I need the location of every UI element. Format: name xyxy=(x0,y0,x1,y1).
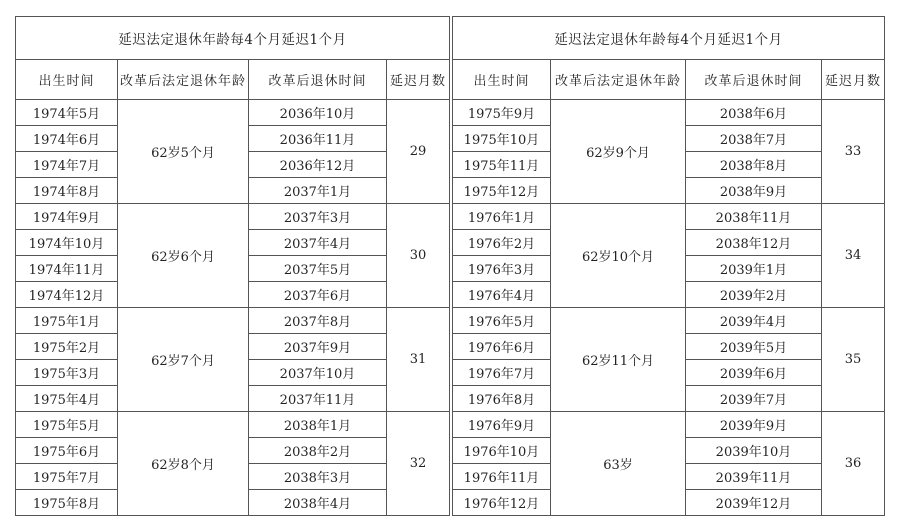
birth-cell: 1975年7月 xyxy=(16,464,118,490)
birth-cell: 1976年4月 xyxy=(453,282,551,308)
table-row xyxy=(453,204,885,230)
birth-cell: 1975年11月 xyxy=(453,152,551,178)
delay-cell: 33 xyxy=(822,100,885,204)
table-title: 延迟法定退休年龄每4个月延迟1个月 xyxy=(16,17,450,60)
delay-cell: 30 xyxy=(387,204,450,308)
retire-cell: 2036年10月 xyxy=(249,100,387,126)
age-cell: 62岁6个月 xyxy=(118,204,249,308)
table-title: 延迟法定退休年龄每4个月延迟1个月 xyxy=(453,17,885,60)
retire-cell: 2039年5月 xyxy=(686,334,822,360)
delay-cell: 31 xyxy=(387,308,450,412)
table-row xyxy=(16,204,450,230)
retire-cell: 2037年9月 xyxy=(249,334,387,360)
retire-cell: 2038年8月 xyxy=(686,152,822,178)
birth-cell: 1975年8月 xyxy=(16,490,118,516)
birth-cell: 1974年6月 xyxy=(16,126,118,152)
retire-cell: 2038年6月 xyxy=(686,100,822,126)
birth-cell: 1976年12月 xyxy=(453,490,551,516)
header-retirement-age: 改革后法定退休年龄 xyxy=(118,60,249,100)
birth-cell: 1974年5月 xyxy=(16,100,118,126)
birth-cell: 1975年1月 xyxy=(16,308,118,334)
age-cell: 62岁5个月 xyxy=(118,100,249,204)
header-retirement-date: 改革后退休时间 xyxy=(686,60,822,100)
retire-cell: 2039年11月 xyxy=(686,464,822,490)
retire-cell: 2037年10月 xyxy=(249,360,387,386)
table-row xyxy=(453,308,885,334)
retire-cell: 2038年7月 xyxy=(686,126,822,152)
retire-cell: 2038年12月 xyxy=(686,230,822,256)
retire-cell: 2038年4月 xyxy=(249,490,387,516)
birth-cell: 1975年6月 xyxy=(16,438,118,464)
retire-cell: 2038年9月 xyxy=(686,178,822,204)
retire-cell: 2036年11月 xyxy=(249,126,387,152)
retire-cell: 2038年2月 xyxy=(249,438,387,464)
retire-cell: 2039年4月 xyxy=(686,308,822,334)
birth-cell: 1975年3月 xyxy=(16,360,118,386)
birth-cell: 1976年6月 xyxy=(453,334,551,360)
birth-cell: 1975年5月 xyxy=(16,412,118,438)
table-row xyxy=(16,412,450,438)
retire-cell: 2039年2月 xyxy=(686,282,822,308)
birth-cell: 1976年11月 xyxy=(453,464,551,490)
delay-cell: 29 xyxy=(387,100,450,204)
birth-cell: 1976年2月 xyxy=(453,230,551,256)
birth-cell: 1975年9月 xyxy=(453,100,551,126)
birth-cell: 1976年8月 xyxy=(453,386,551,412)
delay-cell: 34 xyxy=(822,204,885,308)
retire-cell: 2037年4月 xyxy=(249,230,387,256)
retire-cell: 2039年1月 xyxy=(686,256,822,282)
table-row xyxy=(453,412,885,438)
table-row xyxy=(453,100,885,126)
age-cell: 62岁10个月 xyxy=(551,204,686,308)
retire-cell: 2039年10月 xyxy=(686,438,822,464)
retirement-table-right xyxy=(452,16,885,516)
retire-cell: 2039年6月 xyxy=(686,360,822,386)
age-cell: 62岁7个月 xyxy=(118,308,249,412)
retire-cell: 2036年12月 xyxy=(249,152,387,178)
retire-cell: 2037年3月 xyxy=(249,204,387,230)
delay-cell: 35 xyxy=(822,308,885,412)
retire-cell: 2039年7月 xyxy=(686,386,822,412)
age-cell: 62岁11个月 xyxy=(551,308,686,412)
retire-cell: 2037年1月 xyxy=(249,178,387,204)
header-retirement-date: 改革后退休时间 xyxy=(249,60,387,100)
retire-cell: 2037年11月 xyxy=(249,386,387,412)
delay-cell: 36 xyxy=(822,412,885,516)
birth-cell: 1974年10月 xyxy=(16,230,118,256)
age-cell: 63岁 xyxy=(551,412,686,516)
retire-cell: 2037年8月 xyxy=(249,308,387,334)
birth-cell: 1974年9月 xyxy=(16,204,118,230)
retire-cell: 2039年12月 xyxy=(686,490,822,516)
age-cell: 62岁8个月 xyxy=(118,412,249,516)
birth-cell: 1974年11月 xyxy=(16,256,118,282)
age-cell: 62岁9个月 xyxy=(551,100,686,204)
birth-cell: 1976年9月 xyxy=(453,412,551,438)
birth-cell: 1975年12月 xyxy=(453,178,551,204)
birth-cell: 1975年4月 xyxy=(16,386,118,412)
table-row xyxy=(16,100,450,126)
birth-cell: 1974年7月 xyxy=(16,152,118,178)
birth-cell: 1976年3月 xyxy=(453,256,551,282)
birth-cell: 1974年12月 xyxy=(16,282,118,308)
header-retirement-age: 改革后法定退休年龄 xyxy=(551,60,686,100)
birth-cell: 1976年7月 xyxy=(453,360,551,386)
birth-cell: 1974年8月 xyxy=(16,178,118,204)
birth-cell: 1976年1月 xyxy=(453,204,551,230)
retire-cell: 2037年5月 xyxy=(249,256,387,282)
retire-cell: 2038年3月 xyxy=(249,464,387,490)
retire-cell: 2037年6月 xyxy=(249,282,387,308)
header-birth-time: 出生时间 xyxy=(16,60,118,100)
retire-cell: 2039年9月 xyxy=(686,412,822,438)
header-delay-months: 延迟月数 xyxy=(387,60,450,100)
retirement-table-left xyxy=(15,16,450,516)
header-delay-months: 延迟月数 xyxy=(822,60,885,100)
retire-cell: 2038年11月 xyxy=(686,204,822,230)
retire-cell: 2038年1月 xyxy=(249,412,387,438)
delay-cell: 32 xyxy=(387,412,450,516)
birth-cell: 1975年10月 xyxy=(453,126,551,152)
header-birth-time: 出生时间 xyxy=(453,60,551,100)
birth-cell: 1976年5月 xyxy=(453,308,551,334)
table-row xyxy=(16,308,450,334)
birth-cell: 1975年2月 xyxy=(16,334,118,360)
birth-cell: 1976年10月 xyxy=(453,438,551,464)
